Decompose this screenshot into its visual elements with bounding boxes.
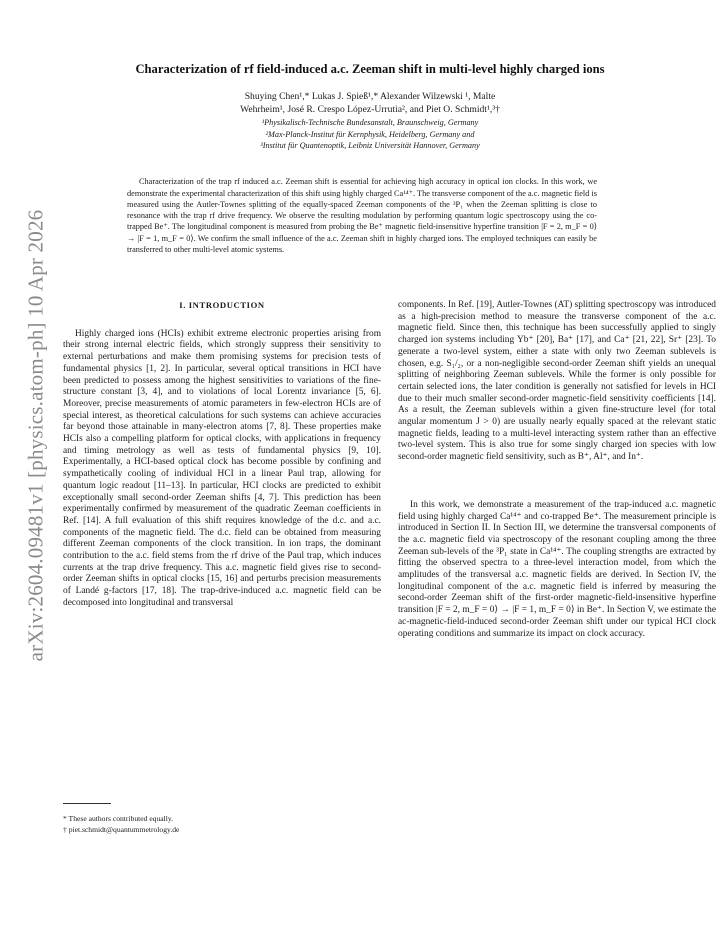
footnote-divider	[63, 803, 111, 804]
intro-paragraph-right-2: In this work, we demonstrate a measurement of the trap-induced a.c. magnetic field using highly charged Ca¹⁴⁺ and co-trapped Be⁺. The measurement principle is introduced in Section II. In Section III, we determine the transversal components of the a.c. magnetic field via spectroscopy of the resonant coupling among the three Zeeman sub-levels of the ³P₁ state in Ca¹⁴⁺. The coupling strengths are extracted by fitting the observed spectra to a three-level interaction model, from which the amplitudes of the transversal a.c. magnetic fields are derived. In Section IV, the longitudinal component of the a.c. magnetic field is inferred by measuring the second-order Zeeman shift of the first-order magnetic-field-insensitive hyperfine transition |F = 2, m_F = 0⟩ → |F = 1, m_F = 0⟩ in Be⁺. In Section V, we estimate the ac-magnetic-field-induced second-order Zeeman shift under our typical HCI clock operating conditions and summarize its impact on clock accuracy.	[398, 499, 716, 639]
affiliations	[150, 117, 590, 152]
right-column	[398, 300, 716, 640]
affiliation-1: ¹Physikalisch-Technische Bundesanstalt, Braunschweig, Germany	[261, 118, 479, 127]
author-list	[150, 91, 590, 116]
intro-paragraph-right-1: components. In Ref. [19], Autler-Townes (AT) splitting spectroscopy was introduced as a high-precision method to measure the transverse component of the a.c. magnetic field. Since then, this technique has been successfully applied to singly charged ion systems including Yb⁺ [20], Ba⁺ [17], and Ca⁺ [21, 22], Sr⁺ [23]. To generate a two-level system, either a state with only two Zeeman sublevels is chosen, e.g. S₁/₂, or a non-negligible second-order Zeeman shift yields an unequal splitting of neighboring Zeeman sublevels. While the former is only possible for certain selected ions, the later condition is generally not satisfied for levels in HCI due to their much smaller second-order magnetic-field sensitivity coefficients [14]. As a result, the Zeeman sublevels within a given fine-structure level (for total angular momentum J > 0) are usually nearly equally spaced at the relevant static magnetic fields, leading to a multi-level interacting system rather than an effective two-level system. This is also true for some singly charged ion species with low second-order magnetic field sensitivity, such as B⁺, Al⁺, and In⁺.	[398, 300, 716, 463]
footnote-equal-contribution: * These authors contributed equally.	[63, 814, 174, 823]
abstract: Characterization of the trap rf induced a.c. Zeeman shift is essential for achieving high accuracy in optical ion clocks. In this work, we demonstrate the experimental characterization of this shift using highly charged Ca¹⁴⁺. The transverse component of the a.c. magnetic field is measured using the Autler-Townes splitting of the equally-spaced Zeeman components of the ³P₁ when the Zeeman splitting is close to resonance with the trap rf drive frequency. We observe the resulting modulation by performing quantum logic spectroscopy using the co-trapped Be⁺. The longitudinal component is measured from probing the Be⁺ magnetic field-insensitive hyperfine transition |F = 2, m_F = 0⟩ → |F = 1, m_F = 0⟩. We confirm the small influence of the a.c. Zeeman shift in highly charged ions. The employed techniques can easily be transferred to other multi-level atomic systems.	[127, 177, 597, 255]
paper-title: Characterization of rf field-induced a.c. Zeeman shift in multi-level highly charged ions	[135, 62, 605, 76]
affiliation-2: ²Max-Planck-Institut für Kernphysik, Heidelberg, Germany and	[265, 129, 475, 139]
arxiv-identifier-stamp	[24, 200, 48, 670]
affiliation-3: ³Institut für Quantenoptik, Leibniz Universität Hannover, Germany	[260, 141, 480, 150]
authors-line-1: Shuying Chen¹,* Lukas J. Spieß¹,* Alexander Wilzewski ¹, Malte	[244, 91, 496, 102]
section-heading-introduction: I. INTRODUCTION	[179, 300, 265, 310]
footnote-corresponding-email: † piet.schmidt@quantummetrology.de	[63, 824, 180, 834]
left-column	[63, 300, 381, 610]
arxiv-identifier: arXiv:2604.09481v1 [physics.atom-ph] 10 Apr 2026	[23, 209, 48, 661]
intro-paragraph-left: Highly charged ions (HCIs) exhibit extreme electronic properties arising from their strong internal electric fields, which strongly suppress their sensitivity to external perturbations and make them promising systems for precision tests of fundamental physics [1, 2]. In particular, several optical transitions in HCI have been predicted to possess among the highest sensitivities to variations of the fine-structure constant [3, 4], and to violations of local Lorentz invariance [5, 6]. Moreover, precise measurements of atomic parameters in few-electron HCIs are of special interest, as theoretical calculations for such systems can achieve accuracies far beyond those attainable in many-electron atoms [7, 8]. These properties make HCIs also a compelling platform for optical clocks, with applications in frequency and timing metrology as well as tests of fundamental physics [9, 10]. Experimentally, a HCI-based optical clock has become possible by confining and sympathetically cooling of individual HCI in a linear Paul trap, allowing for quantum logic readout [11–13]. In particular, HCI clocks are predicted to exhibit exceptionally small second-order Zeeman shifts [4, 7]. This prediction has been experimentally confirmed by measurement of the quadratic Zeeman coefficients in Ref. [14]. A full evaluation of this shift requires knowledge of the d.c. and a.c. components of the magnetic field. The d.c. field can be obtained from measuring different Zeeman components of the clock transition. In ion traps, the dominant contribution to the a.c. field stems from the rf drive of the Paul trap, which induces currents at the trap drive frequency. This a.c. magnetic field gives rise to second-order Zeeman shifts in optical clocks [15, 16] and perturbs precision measurements of Landé g-factors [17, 18]. The trap-drive-induced a.c. magnetic field can be decomposed into longitudinal and transversal	[63, 328, 381, 608]
authors-line-2: Wehrheim¹, José R. Crespo López-Urrutia², and Piet O. Schmidt¹,³†	[240, 103, 500, 115]
footnotes	[63, 814, 381, 835]
